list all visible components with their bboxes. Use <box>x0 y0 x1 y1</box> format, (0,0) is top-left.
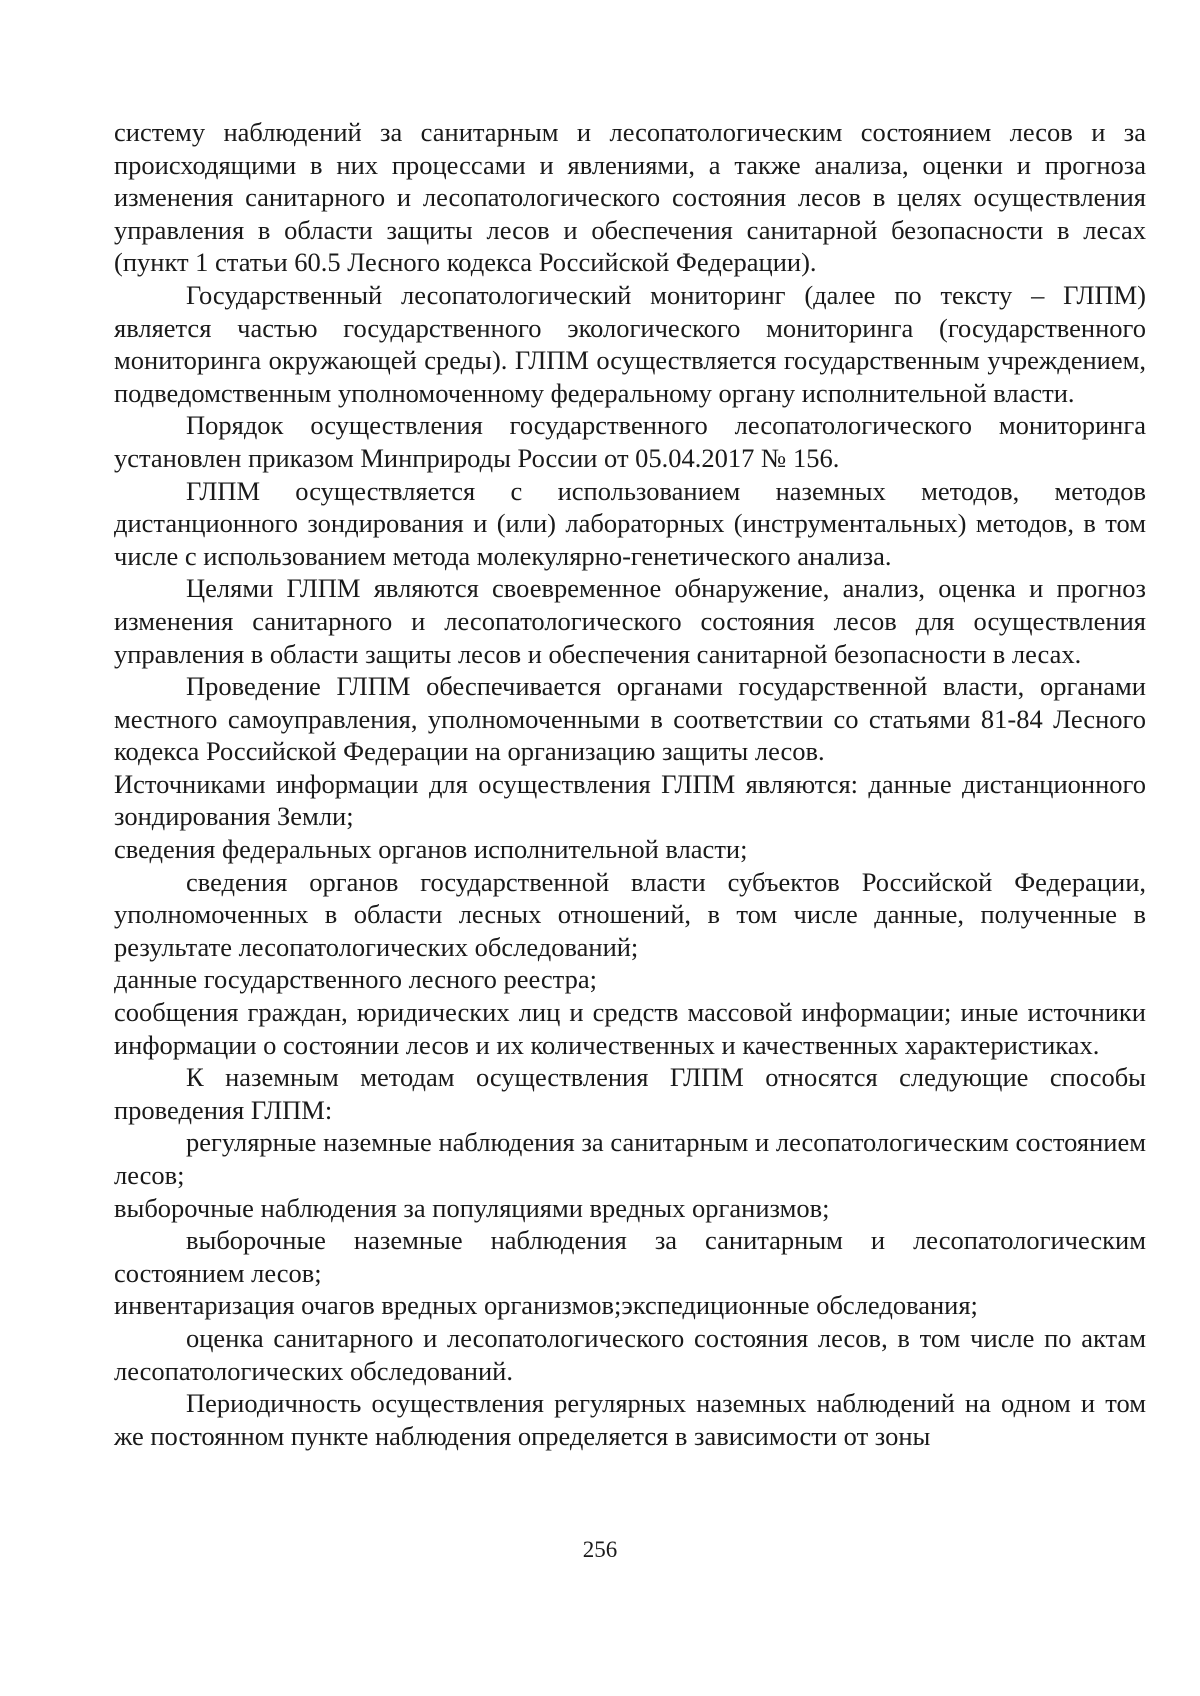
paragraph-2: Государственный лесопатологический мониторинг (далее по тексту – ГЛПМ) является частью государственного экологического мониторинга (государственного мониторинга окружающей среды). ГЛПМ осуществляется государственным учреждением, подведомственным уполномоченному федеральному органу исполнительной власти. <box>114 279 1146 408</box>
paragraph-4: ГЛПМ осуществляется с использованием наземных методов, методов дистанционного зондирования и (или) лабораторных (инструментальных) методов, в том числе с использованием метода молекулярно-генетического анализа. <box>114 475 1146 571</box>
paragraph-16: инвентаризация очагов вредных организмов;экспедиционные обследования; <box>114 1290 978 1321</box>
paragraph-13: регулярные наземные наблюдения за санитарным и лесопатологическим состоянием лесов; <box>114 1127 1146 1190</box>
paragraph-11: сообщения граждан, юридических лиц и средств массовой информации; иные источники информации о состоянии лесов и их количественных и качественных характеристиках. <box>114 997 1146 1060</box>
paragraph-6: Проведение ГЛПМ обеспечивается органами государственной власти, органами местного самоуправления, уполномоченными в соответствии со статьями 81-84 Лесного кодекса Российской Федерации на организацию защиты лесов. <box>114 671 1146 767</box>
paragraph-17: оценка санитарного и лесопатологического состояния лесов, в том числе по актам лесопатологических обследований. <box>114 1322 1146 1386</box>
paragraph-8: сведения федеральных органов исполнительной власти; <box>114 834 748 865</box>
document-body <box>114 116 1146 1452</box>
page-number: 256 <box>582 1537 618 1562</box>
paragraph-18: Периодичность осуществления регулярных наземных наблюдений на одном и том же постоянном пункте наблюдения определяется в зависимости от зоны <box>114 1388 1146 1451</box>
paragraph-12: К наземным методам осуществления ГЛПМ относятся следующие способы проведения ГЛПМ: <box>114 1062 1146 1125</box>
paragraph-14: выборочные наблюдения за популяциями вредных организмов; <box>114 1192 830 1223</box>
paragraph-10: данные государственного лесного реестра; <box>114 964 597 995</box>
paragraph-3: Порядок осуществления государственного лесопатологического мониторинга установлен приказом Минприроды России от 05.04.2017 № 156. <box>114 410 1146 473</box>
paragraph-5: Целями ГЛПМ являются своевременное обнаружение, анализ, оценка и прогноз изменения санитарного и лесопатологического состояния лесов для осуществления управления в области защиты лесов и обеспечения санитарной безопасности в лесах. <box>114 573 1146 669</box>
paragraph-15: выборочные наземные наблюдения за санитарным и лесопатологическим состоянием лесов; <box>114 1225 1146 1288</box>
paragraph-9: сведения органов государственной власти субъектов Российской Федерации, уполномоченных в области лесных отношений, в том числе данные, полученные в результате лесопатологических обследований; <box>114 866 1146 962</box>
paragraph-1: систему наблюдений за санитарным и лесопатологическим состоянием лесов и за происходящими в них процессами и явлениями, а также анализа, оценки и прогноза изменения санитарного и лесопатологического состояния лесов в целях осуществления управления в области защиты лесов и обеспечения санитарной безопасности в лесах (пункт 1 статьи 60.5 Лесного кодекса Российской Федерации). <box>114 117 1146 278</box>
paragraph-7: Источниками информации для осуществления ГЛПМ являются: данные дистанционного зондирования Земли; <box>114 768 1146 832</box>
